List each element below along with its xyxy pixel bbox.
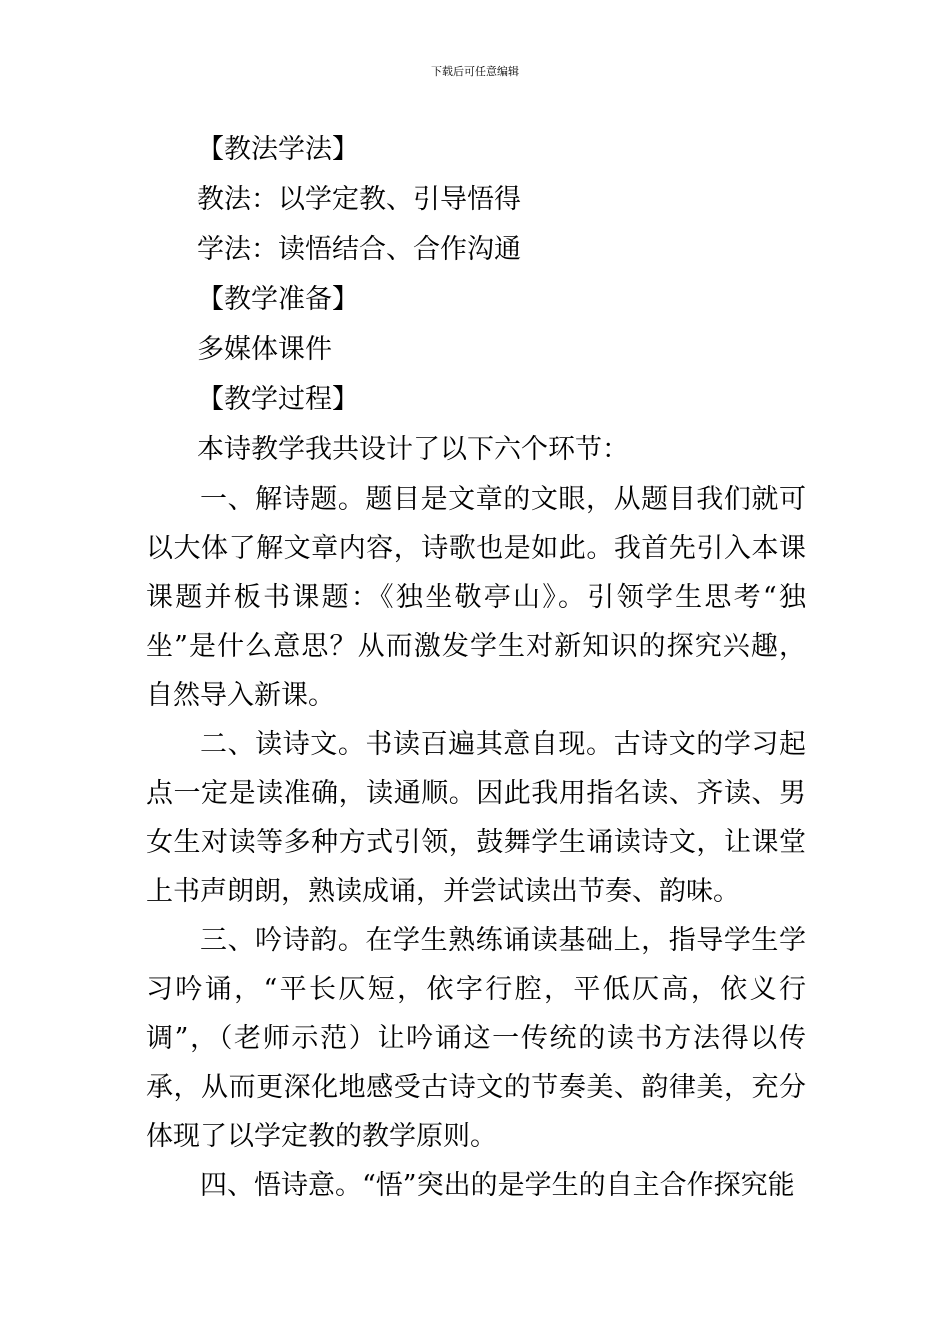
paragraph-step-1: 一、解诗题。题目是文章的文眼，从题目我们就可以大体了解文章内容，诗歌也是如此。我首先引入本课课题并板书课题：《独坐敬亭山》。引领学生思考“独坐”是什么意思？从而激发学生对新知识的探究兴趣，自然导入新课。 <box>146 484 806 711</box>
paragraph-step-2: 二、读诗文。书读百遍其意自现。古诗文的学习起点一定是读准确，读通顺。因此我用指名读、齐读、男女生对读等多种方式引领，鼓舞学生诵读诗文，让课堂上书声朗朗，熟读成诵，并尝试读出节奏、韵味。 <box>146 729 806 907</box>
teaching-method-line: 教法：以学定教、引导悟得 <box>197 184 521 215</box>
preparation-line: 多媒体课件 <box>197 334 332 365</box>
paragraph-step-4: 四、悟诗意。“悟”突出的是学生的自主合作探究能 <box>200 1170 795 1201</box>
page-header: 下载后可任意编辑 <box>431 65 519 78</box>
section-heading-preparation: 【教学准备】 <box>197 284 359 315</box>
learning-method-line: 学法：读悟结合、合作沟通 <box>197 234 521 265</box>
section-heading-methods: 【教法学法】 <box>197 134 359 165</box>
paragraph-step-3: 三、吟诗韵。在学生熟练诵读基础上，指导学生学习吟诵，“平长仄短，依字行腔，平低仄高，依义行调”，（老师示范）让吟诵这一传统的读书方法得以传承，从而更深化地感受古诗文的节奏美、韵律美，充分体现了以学定教的教学原则。 <box>146 925 806 1152</box>
section-heading-process: 【教学过程】 <box>197 384 359 415</box>
process-intro-line: 本诗教学我共设计了以下六个环节： <box>197 434 629 465</box>
document-body <box>146 125 806 1210</box>
